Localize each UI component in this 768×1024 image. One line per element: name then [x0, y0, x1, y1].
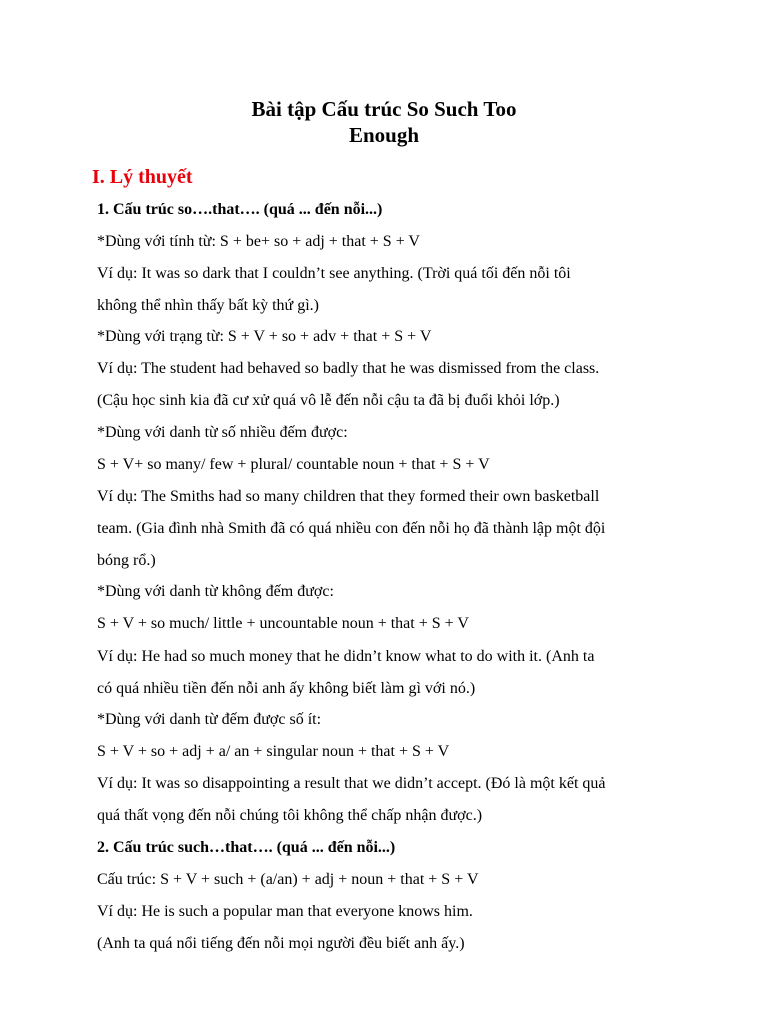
text-line: quá thất vọng đến nỗi chúng tôi không thể chấp nhận được.)	[97, 807, 483, 824]
text-line: Ví dụ: It was so dark that I couldn’t see anything. (Trời quá tối đến nỗi tôi	[97, 265, 571, 282]
text-line: S + V + so much/ little + uncountable noun + that + S + V	[97, 615, 469, 632]
text-line: S + V + so + adj + a/ an + singular noun + that + S + V	[97, 743, 450, 760]
text-line: *Dùng với trạng từ: S + V + so + adv + that + S + V	[97, 328, 432, 345]
subheading-so-that: 1. Cấu trúc so….that…. (quá ... đến nỗi...)	[97, 201, 383, 218]
text-line: Ví dụ: It was so disappointing a result that we didn’t accept. (Đó là một kết quả	[97, 775, 606, 792]
text-line: Ví dụ: He had so much money that he didn’t know what to do with it. (Anh ta	[97, 648, 595, 665]
text-line: bóng rổ.)	[97, 552, 156, 569]
text-line: *Dùng với tính từ: S + be+ so + adj + that + S + V	[97, 233, 420, 250]
text-line: *Dùng với danh từ số nhiều đếm được:	[97, 424, 348, 441]
text-line: có quá nhiều tiền đến nỗi anh ấy không biết làm gì với nó.)	[97, 680, 476, 697]
text-line: *Dùng với danh từ không đếm được:	[97, 583, 334, 600]
text-line: (Cậu học sinh kia đã cư xử quá vô lễ đến nỗi cậu ta đã bị đuổi khỏi lớp.)	[97, 392, 560, 409]
text-line: Ví dụ: The student had behaved so badly that he was dismissed from the class.	[97, 360, 600, 377]
text-line: Ví dụ: The Smiths had so many children that they formed their own basketball	[97, 488, 600, 505]
subheading-such-that: 2. Cấu trúc such…that…. (quá ... đến nỗi...)	[97, 839, 396, 856]
text-line: team. (Gia đình nhà Smith đã có quá nhiều con đến nỗi họ đã thành lập một đội	[97, 520, 606, 537]
document-title-line-2: Enough	[348, 123, 420, 147]
text-line: *Dùng với danh từ đếm được số ít:	[97, 711, 322, 728]
document-title-line-1: Bài tập Cấu trúc So Such Too	[251, 97, 517, 121]
text-line: Ví dụ: He is such a popular man that everyone knows him.	[97, 903, 473, 920]
text-line: (Anh ta quá nổi tiếng đến nỗi mọi người đều biết anh ấy.)	[97, 935, 465, 952]
text-line: Cấu trúc: S + V + such + (a/an) + adj + noun + that + S + V	[97, 871, 479, 888]
text-line: không thể nhìn thấy bất kỳ thứ gì.)	[97, 297, 319, 314]
text-line: S + V+ so many/ few + plural/ countable noun + that + S + V	[97, 456, 490, 473]
section-heading-theory: I. Lý thuyết	[92, 166, 193, 188]
